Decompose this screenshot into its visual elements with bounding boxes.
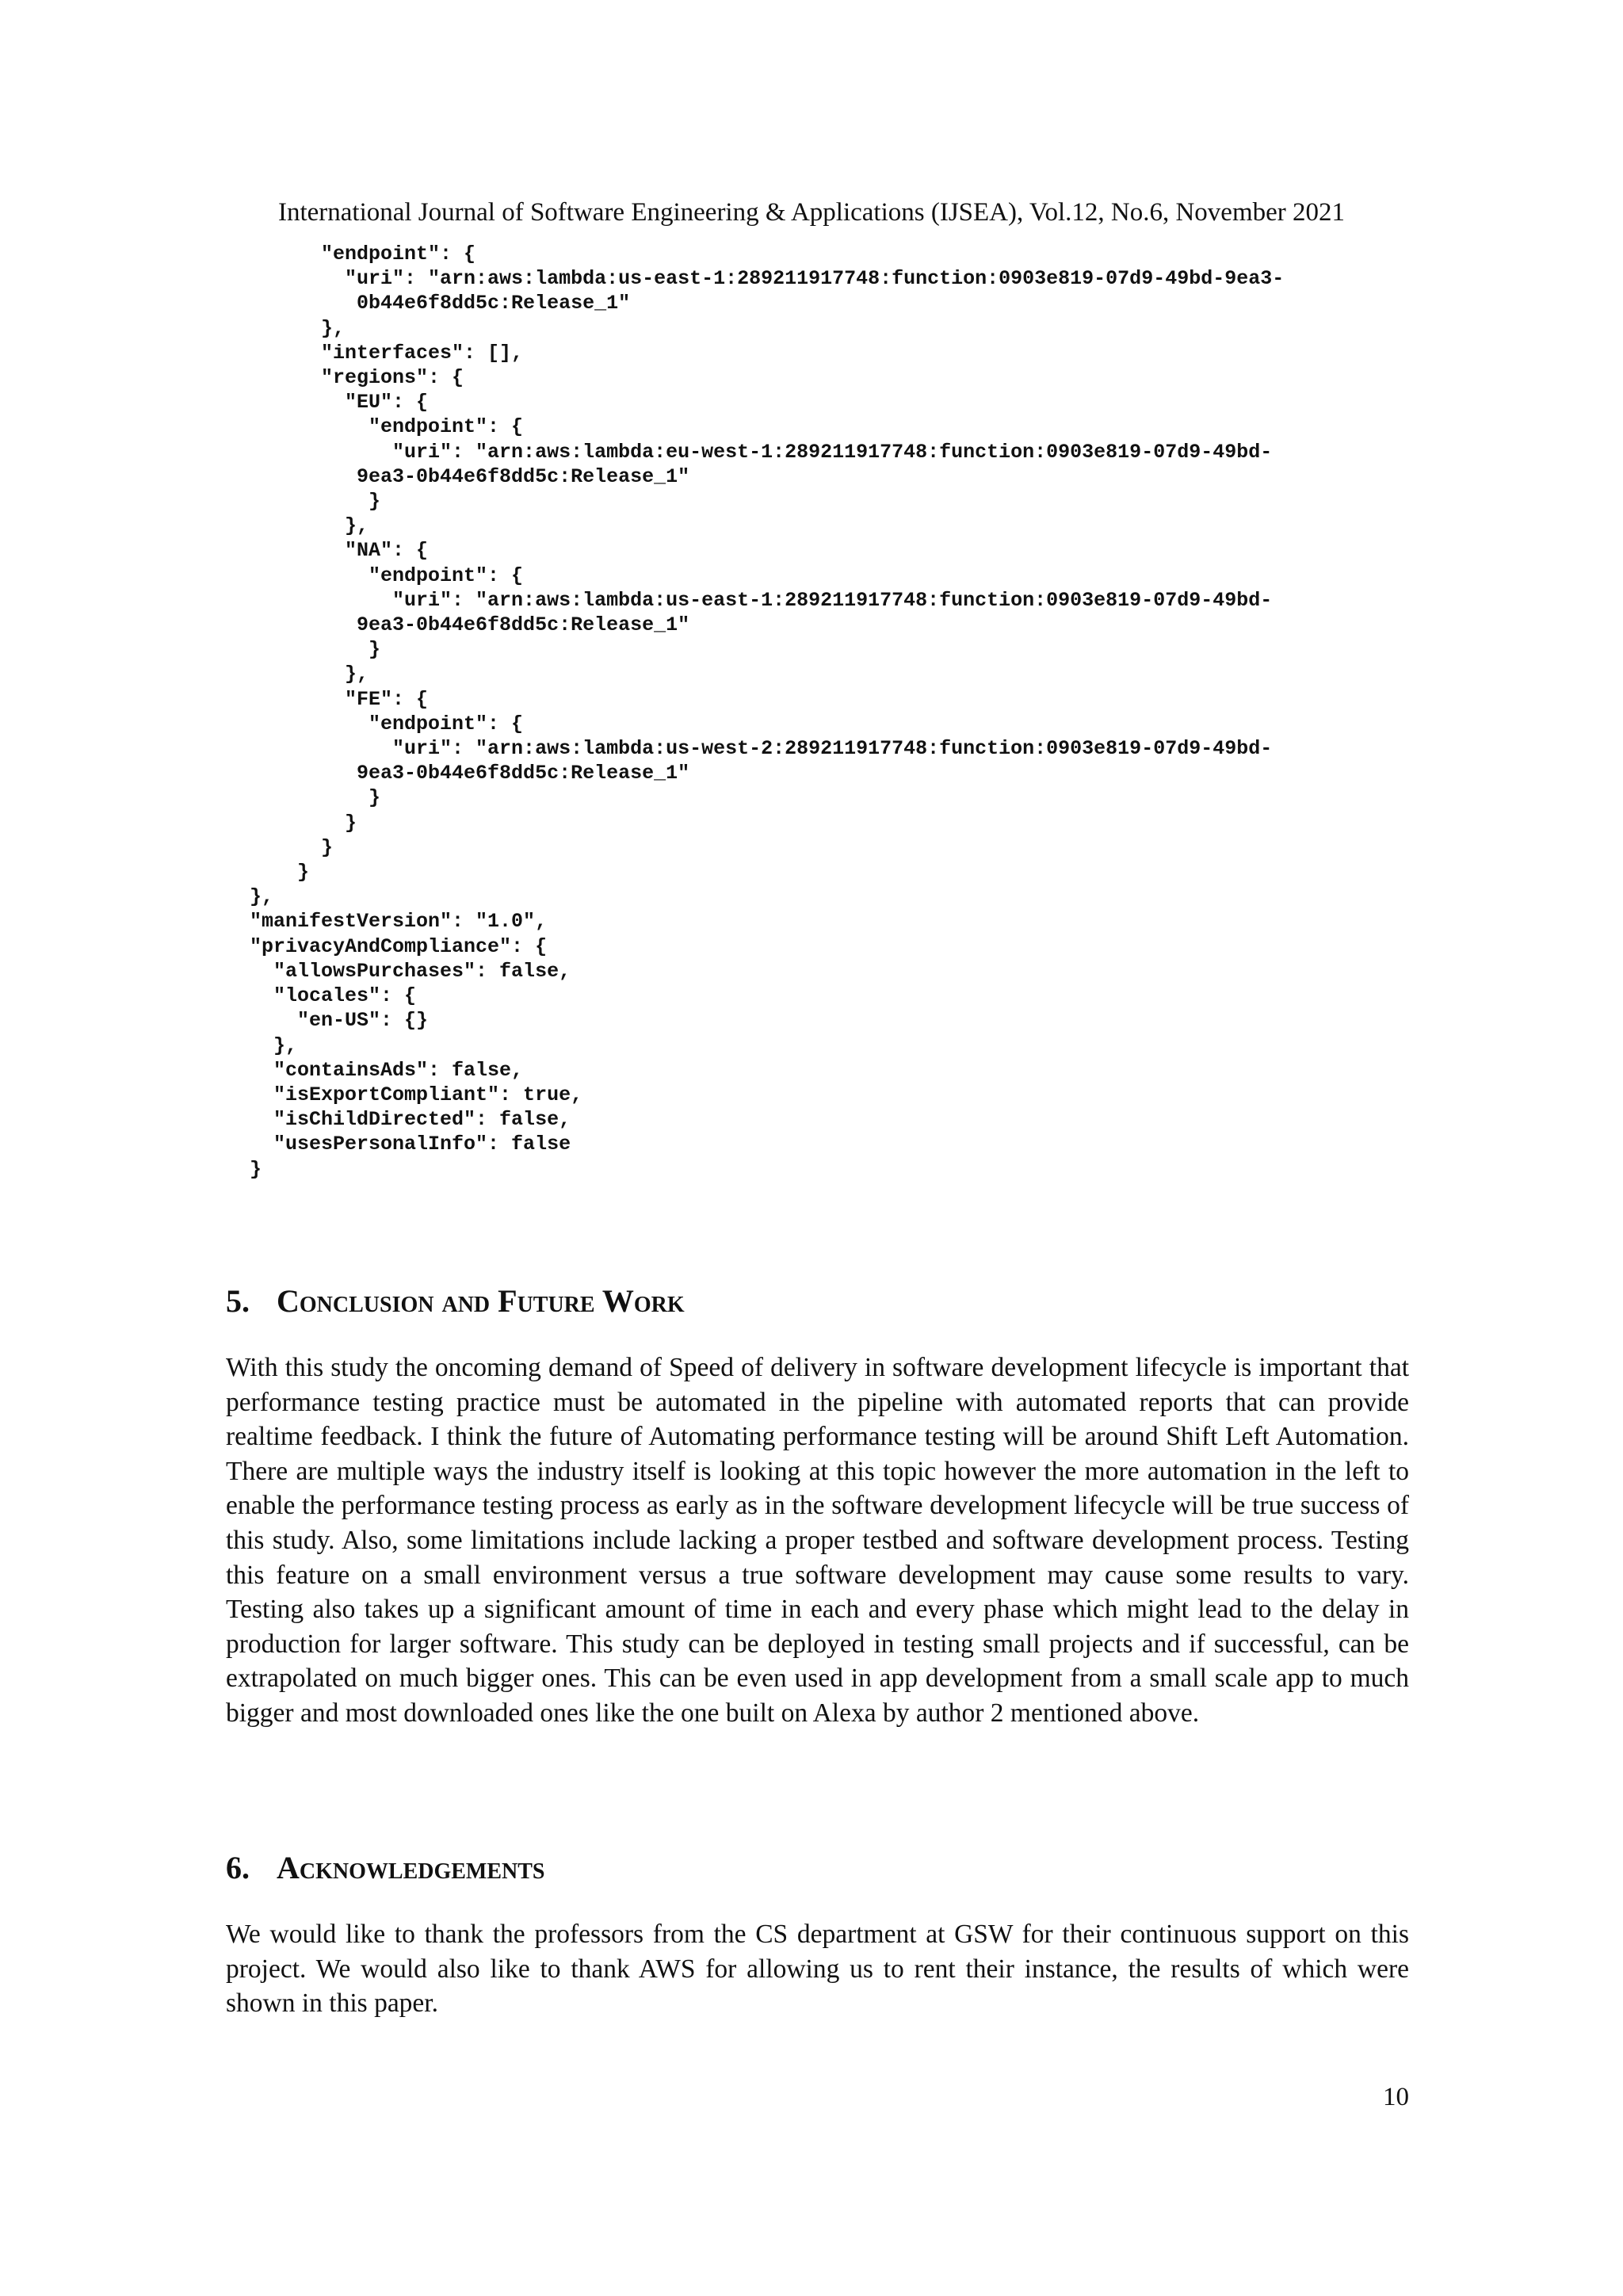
code-line: "endpoint": {: [226, 712, 524, 735]
code-line: }: [226, 786, 381, 810]
code-line: "interfaces": [],: [226, 341, 524, 365]
code-line: },: [226, 885, 274, 909]
code-line: }: [226, 638, 381, 662]
code-line: }: [226, 1157, 262, 1181]
code-line: "privacyAndCompliance": {: [226, 934, 548, 958]
code-line: "locales": {: [226, 984, 417, 1008]
code-line: "uri": "arn:aws:lambda:eu-west-1:289211917748:function:0903e819-07d9-49bd-: [226, 440, 1273, 464]
code-line: }: [226, 490, 381, 514]
code-line: "FE": {: [226, 687, 429, 711]
code-line: 9ea3-0b44e6f8dd5c:Release_1": [226, 613, 690, 637]
code-line: "EU": {: [226, 391, 429, 415]
code-line: "endpoint": {: [226, 563, 524, 587]
section-title: Conclusion and Future Work: [277, 1283, 685, 1319]
page-number: 10: [1383, 2083, 1409, 2111]
code-line: },: [226, 663, 369, 686]
running-header: International Journal of Software Engineering & Applications (IJSEA), Vol.12, No.6, November 2021: [277, 198, 1346, 227]
code-listing: [226, 242, 1284, 1182]
code-line: }: [226, 861, 310, 884]
code-line: "endpoint": {: [226, 243, 476, 266]
code-line: "isChildDirected": false,: [226, 1108, 571, 1132]
code-line: },: [226, 316, 346, 340]
section-number: 5.: [226, 1283, 250, 1319]
conclusion-paragraph: With this study the oncoming demand of Speed of delivery in software development lifecycle is important that performance testing practice must be automated in the pipeline with automated reports that can provide realtime feedback. I think the future of Automating performance testing will be around Shift Left Automation. There are multiple ways the industry itself is looking at this topic however the more automation in the left to enable the performance testing process as early as in the software development lifecycle will be true success of this study. Also, some limitations include lacking a proper testbed and software development process. Testing this feature on a small environment versus a true software development may cause some results to vary. Testing also takes up a significant amount of time in each and every phase which might lead to the delay in production for larger software. This study can be deployed in testing small projects and if successful, can be extrapolated on much bigger ones. This can be even used in app development from a small scale app to much bigger and most downloaded ones like the one built on Alexa by author 2 mentioned above.: [226, 1353, 1409, 1728]
code-line: "isExportCompliant": true,: [226, 1083, 583, 1106]
code-line: "manifestVersion": "1.0",: [226, 910, 548, 934]
acknowledgements-paragraph: We would like to thank the professors from the CS department at GSW for their continuous support on this project. We would also like to thank AWS for allowing us to rent their instance, the results of which were shown in this paper.: [226, 1920, 1409, 2019]
code-line: 0b44e6f8dd5c:Release_1": [226, 292, 631, 315]
code-line: "uri": "arn:aws:lambda:us-west-2:289211917748:function:0903e819-07d9-49bd-: [226, 737, 1273, 761]
code-line: },: [226, 1033, 298, 1057]
code-line: }: [226, 835, 334, 859]
code-line: "NA": {: [226, 539, 429, 563]
code-line: "endpoint": {: [226, 415, 524, 439]
code-line: "uri": "arn:aws:lambda:us-east-1:289211917748:function:0903e819-07d9-49bd-9ea3-: [226, 267, 1285, 291]
code-line: "containsAds": false,: [226, 1058, 524, 1082]
code-line: "usesPersonalInfo": false: [226, 1133, 571, 1156]
section-heading-acknowledgements: [226, 1849, 545, 1887]
section-number: 6.: [226, 1850, 250, 1885]
code-line: "regions": {: [226, 366, 464, 390]
code-line: "en-US": {}: [226, 1009, 429, 1033]
code-line: 9ea3-0b44e6f8dd5c:Release_1": [226, 762, 690, 785]
code-line: "allowsPurchases": false,: [226, 959, 571, 983]
code-line: "uri": "arn:aws:lambda:us-east-1:289211917748:function:0903e819-07d9-49bd-: [226, 588, 1273, 612]
code-line: },: [226, 514, 369, 538]
section-heading-conclusion: [226, 1282, 685, 1320]
code-line: }: [226, 811, 357, 835]
section-title: Acknowledgements: [277, 1850, 545, 1885]
code-line: 9ea3-0b44e6f8dd5c:Release_1": [226, 464, 690, 488]
